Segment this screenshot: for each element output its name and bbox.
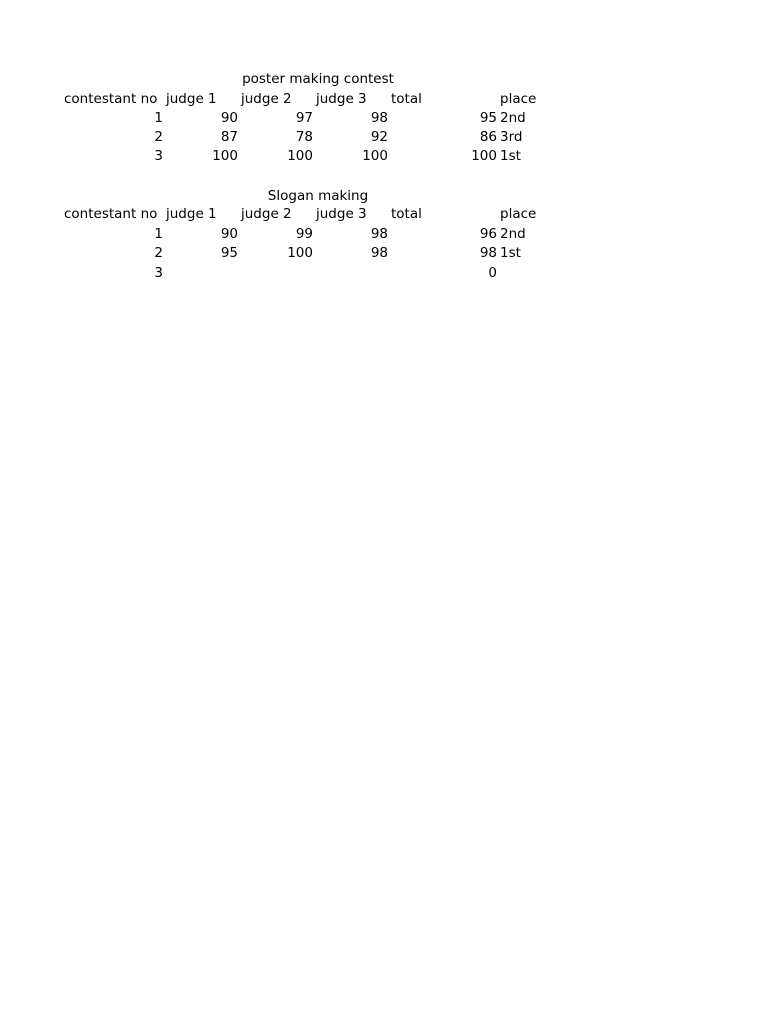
cell-place: 1st xyxy=(500,148,521,164)
table-title: Slogan making xyxy=(267,188,369,204)
header-contestant-no: contestant no xyxy=(64,91,158,107)
header-judge-3: judge 3 xyxy=(316,206,367,222)
cell-contestant-no: 3 xyxy=(154,265,163,281)
cell-judge-3: 98 xyxy=(370,110,388,126)
cell-judge-1: 90 xyxy=(220,226,238,242)
cell-judge-3: 98 xyxy=(370,226,388,242)
cell-total: 98 xyxy=(479,245,497,261)
cell-total: 96 xyxy=(479,226,497,242)
cell-judge-3: 92 xyxy=(370,129,388,145)
header-judge-2: judge 2 xyxy=(241,91,292,107)
header-contestant-no: contestant no xyxy=(64,206,158,222)
header-total: total xyxy=(391,91,422,107)
cell-place: 3rd xyxy=(500,129,523,145)
header-judge-1: judge 1 xyxy=(166,91,217,107)
cell-judge-1: 100 xyxy=(212,148,238,164)
cell-place: 2nd xyxy=(500,226,526,242)
header-judge-1: judge 1 xyxy=(166,206,217,222)
cell-judge-2: 99 xyxy=(295,226,313,242)
cell-total: 86 xyxy=(479,129,497,145)
cell-contestant-no: 2 xyxy=(154,245,163,261)
cell-judge-2: 97 xyxy=(295,110,313,126)
cell-judge-1: 87 xyxy=(220,129,238,145)
header-place: place xyxy=(500,91,537,107)
cell-judge-2: 100 xyxy=(287,148,313,164)
cell-judge-3: 98 xyxy=(370,245,388,261)
cell-total: 0 xyxy=(488,265,497,281)
cell-contestant-no: 2 xyxy=(154,129,163,145)
cell-judge-1: 90 xyxy=(220,110,238,126)
cell-place: 2nd xyxy=(500,110,526,126)
cell-place: 1st xyxy=(500,245,521,261)
header-total: total xyxy=(391,206,422,222)
header-judge-2: judge 2 xyxy=(241,206,292,222)
cell-judge-2: 100 xyxy=(287,245,313,261)
cell-judge-1: 95 xyxy=(220,245,238,261)
cell-contestant-no: 3 xyxy=(154,148,163,164)
cell-contestant-no: 1 xyxy=(154,226,163,242)
cell-judge-2: 78 xyxy=(295,129,313,145)
header-judge-3: judge 3 xyxy=(316,91,367,107)
cell-judge-3: 100 xyxy=(362,148,388,164)
header-place: place xyxy=(500,206,537,222)
table-title: poster making contest xyxy=(242,71,394,87)
cell-total: 95 xyxy=(479,110,497,126)
cell-total: 100 xyxy=(471,148,497,164)
cell-contestant-no: 1 xyxy=(154,110,163,126)
